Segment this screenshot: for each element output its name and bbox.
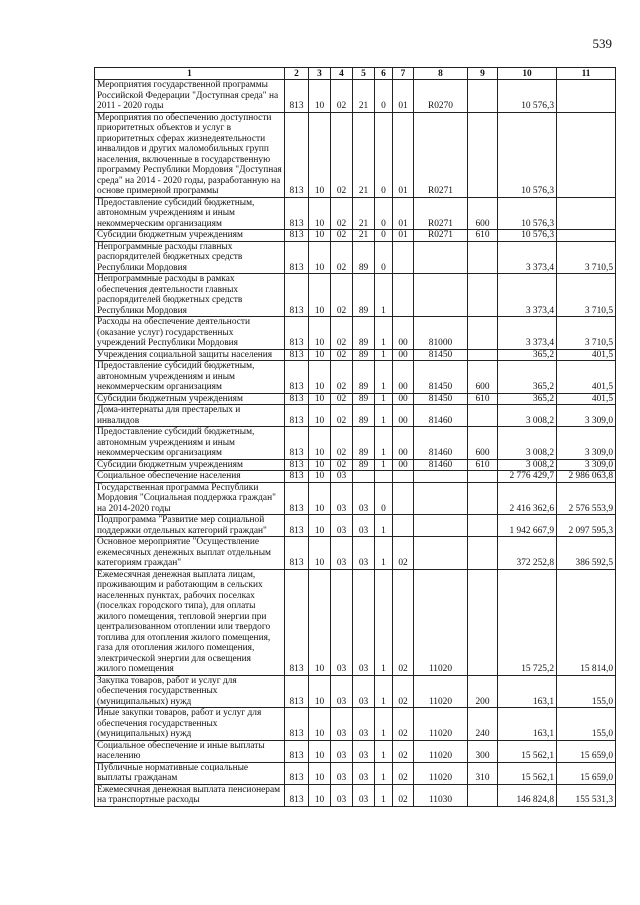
table-row bbox=[95, 361, 616, 394]
row-name-cell: Социальное обеспечение и иные выплаты населению bbox=[95, 740, 285, 762]
row-cell-col-6: 1 bbox=[375, 708, 393, 741]
row-cell-col-10: 372 252,8 bbox=[498, 537, 557, 570]
column-header-10: 10 bbox=[498, 68, 557, 80]
row-cell-col-3: 10 bbox=[309, 274, 331, 317]
row-cell-col-8: 81000 bbox=[414, 317, 468, 350]
table-row bbox=[95, 112, 616, 197]
row-cell-col-4: 03 bbox=[331, 515, 353, 537]
row-cell-col-9 bbox=[468, 569, 498, 675]
column-header-2: 2 bbox=[285, 68, 309, 80]
row-cell-col-2: 813 bbox=[285, 515, 309, 537]
table-row bbox=[95, 515, 616, 537]
row-cell-col-7 bbox=[393, 241, 414, 274]
row-cell-col-8: 81450 bbox=[414, 361, 468, 394]
row-cell-col-11: 2 986 063,8 bbox=[557, 471, 616, 483]
row-name-cell: Подпрограмма "Развитие мер социальной поддержки отдельных категорий граждан" bbox=[95, 515, 285, 537]
row-cell-col-7: 00 bbox=[393, 349, 414, 361]
row-cell-col-9 bbox=[468, 241, 498, 274]
row-cell-col-7: 02 bbox=[393, 537, 414, 570]
row-cell-col-3: 10 bbox=[309, 112, 331, 197]
row-cell-col-11 bbox=[557, 80, 616, 113]
row-cell-col-10: 146 824,8 bbox=[498, 784, 557, 806]
row-cell-col-5: 03 bbox=[353, 784, 375, 806]
row-cell-col-2: 813 bbox=[285, 675, 309, 708]
row-cell-col-2: 813 bbox=[285, 537, 309, 570]
row-cell-col-11: 155,0 bbox=[557, 675, 616, 708]
row-cell-col-5: 89 bbox=[353, 427, 375, 460]
row-cell-col-10: 163,1 bbox=[498, 708, 557, 741]
row-cell-col-2: 813 bbox=[285, 459, 309, 471]
row-cell-col-11: 401,5 bbox=[557, 393, 616, 405]
row-cell-col-5: 03 bbox=[353, 569, 375, 675]
row-cell-col-2: 813 bbox=[285, 80, 309, 113]
row-cell-col-3: 10 bbox=[309, 241, 331, 274]
row-cell-col-10: 365,2 bbox=[498, 393, 557, 405]
row-cell-col-5: 89 bbox=[353, 405, 375, 427]
row-cell-col-6: 0 bbox=[375, 112, 393, 197]
row-cell-col-10: 3 008,2 bbox=[498, 459, 557, 471]
row-name-cell: Предоставление субсидий бюджетным, автономным учреждениям и иным некоммерческим организациям bbox=[95, 361, 285, 394]
row-cell-col-7: 00 bbox=[393, 427, 414, 460]
row-cell-col-10: 15 725,2 bbox=[498, 569, 557, 675]
row-cell-col-9: 200 bbox=[468, 675, 498, 708]
row-cell-col-6: 0 bbox=[375, 482, 393, 515]
row-cell-col-4: 03 bbox=[331, 762, 353, 784]
row-cell-col-11: 15 659,0 bbox=[557, 740, 616, 762]
row-cell-col-6: 1 bbox=[375, 762, 393, 784]
row-cell-col-7 bbox=[393, 515, 414, 537]
row-cell-col-3: 10 bbox=[309, 361, 331, 394]
row-cell-col-2: 813 bbox=[285, 317, 309, 350]
row-cell-col-2: 813 bbox=[285, 274, 309, 317]
row-cell-col-9: 600 bbox=[468, 427, 498, 460]
table-row bbox=[95, 80, 616, 113]
row-cell-col-7: 01 bbox=[393, 197, 414, 230]
row-cell-col-10: 15 562,1 bbox=[498, 762, 557, 784]
row-cell-col-4: 02 bbox=[331, 230, 353, 242]
row-cell-col-9 bbox=[468, 405, 498, 427]
row-cell-col-10: 365,2 bbox=[498, 361, 557, 394]
row-cell-col-8: R0271 bbox=[414, 112, 468, 197]
row-cell-col-10: 3 008,2 bbox=[498, 427, 557, 460]
row-cell-col-9 bbox=[468, 471, 498, 483]
row-cell-col-2: 813 bbox=[285, 784, 309, 806]
row-cell-col-8: 81450 bbox=[414, 349, 468, 361]
table-row bbox=[95, 482, 616, 515]
row-cell-col-4: 02 bbox=[331, 197, 353, 230]
row-cell-col-8: 81460 bbox=[414, 405, 468, 427]
row-cell-col-8 bbox=[414, 274, 468, 317]
row-cell-col-3: 10 bbox=[309, 762, 331, 784]
table-row bbox=[95, 569, 616, 675]
row-cell-col-5: 03 bbox=[353, 675, 375, 708]
row-cell-col-4: 02 bbox=[331, 393, 353, 405]
row-cell-col-9 bbox=[468, 537, 498, 570]
row-cell-col-8: 11020 bbox=[414, 708, 468, 741]
row-cell-col-4: 03 bbox=[331, 675, 353, 708]
row-cell-col-7: 01 bbox=[393, 230, 414, 242]
column-header-5: 5 bbox=[353, 68, 375, 80]
row-cell-col-3: 10 bbox=[309, 459, 331, 471]
row-cell-col-7: 00 bbox=[393, 393, 414, 405]
row-cell-col-7 bbox=[393, 471, 414, 483]
row-cell-col-3: 10 bbox=[309, 80, 331, 113]
row-cell-col-7: 00 bbox=[393, 459, 414, 471]
row-cell-col-4: 02 bbox=[331, 112, 353, 197]
row-cell-col-3: 10 bbox=[309, 675, 331, 708]
table-row bbox=[95, 393, 616, 405]
row-cell-col-3: 10 bbox=[309, 230, 331, 242]
row-cell-col-2: 813 bbox=[285, 361, 309, 394]
row-cell-col-5: 21 bbox=[353, 80, 375, 113]
row-cell-col-6: 1 bbox=[375, 537, 393, 570]
row-cell-col-7 bbox=[393, 274, 414, 317]
row-cell-col-9: 600 bbox=[468, 361, 498, 394]
row-cell-col-5: 89 bbox=[353, 349, 375, 361]
row-cell-col-4: 02 bbox=[331, 274, 353, 317]
row-cell-col-7: 02 bbox=[393, 762, 414, 784]
row-cell-col-4: 03 bbox=[331, 482, 353, 515]
row-cell-col-2: 813 bbox=[285, 762, 309, 784]
row-cell-col-11: 3 309,0 bbox=[557, 405, 616, 427]
column-header-7: 7 bbox=[393, 68, 414, 80]
table-row bbox=[95, 405, 616, 427]
table-row bbox=[95, 784, 616, 806]
row-cell-col-11: 155,0 bbox=[557, 708, 616, 741]
row-name-cell: Основное мероприятие "Осуществление ежемесячных денежных выплат отдельным категориям граждан" bbox=[95, 537, 285, 570]
table-row bbox=[95, 762, 616, 784]
row-cell-col-9 bbox=[468, 274, 498, 317]
table-row bbox=[95, 708, 616, 741]
row-cell-col-9: 310 bbox=[468, 762, 498, 784]
row-cell-col-9: 600 bbox=[468, 197, 498, 230]
row-name-cell: Государственная программа Республики Мордовия "Социальная поддержка граждан" на 2014-2020 годы bbox=[95, 482, 285, 515]
row-name-cell: Социальное обеспечение населения bbox=[95, 471, 285, 483]
row-cell-col-8 bbox=[414, 471, 468, 483]
row-name-cell: Субсидии бюджетным учреждениям bbox=[95, 459, 285, 471]
row-cell-col-11: 2 097 595,3 bbox=[557, 515, 616, 537]
row-name-cell: Ежемесячная денежная выплата лицам, проживающим и работающим в сельских населенных пунктах, рабочих поселках (поселках городского типа), для оплаты жилого помещения, тепловой энергии при централизованном отоплении или твердого топлива для отопления жилого помещения, газа для отопления жилого помещения, электрической энергии для освещения жилого помещения bbox=[95, 569, 285, 675]
row-cell-col-5: 03 bbox=[353, 740, 375, 762]
row-cell-col-3: 10 bbox=[309, 393, 331, 405]
row-cell-col-11: 3 710,5 bbox=[557, 241, 616, 274]
row-cell-col-2: 813 bbox=[285, 393, 309, 405]
row-cell-col-9 bbox=[468, 112, 498, 197]
row-cell-col-7: 02 bbox=[393, 675, 414, 708]
row-cell-col-8: R0270 bbox=[414, 80, 468, 113]
table-row bbox=[95, 740, 616, 762]
row-cell-col-11 bbox=[557, 112, 616, 197]
row-cell-col-8 bbox=[414, 241, 468, 274]
row-cell-col-6: 1 bbox=[375, 405, 393, 427]
row-cell-col-6: 1 bbox=[375, 569, 393, 675]
column-header-6: 6 bbox=[375, 68, 393, 80]
row-cell-col-2: 813 bbox=[285, 471, 309, 483]
row-cell-col-4: 03 bbox=[331, 471, 353, 483]
row-cell-col-10: 15 562,1 bbox=[498, 740, 557, 762]
table-row bbox=[95, 471, 616, 483]
row-cell-col-7 bbox=[393, 482, 414, 515]
table-row bbox=[95, 675, 616, 708]
row-name-cell: Непрограммные расходы в рамках обеспечения деятельности главных распорядителей бюджетных средств Республики Мордовия bbox=[95, 274, 285, 317]
table-row bbox=[95, 349, 616, 361]
row-cell-col-7: 00 bbox=[393, 405, 414, 427]
row-cell-col-2: 813 bbox=[285, 349, 309, 361]
row-cell-col-4: 02 bbox=[331, 459, 353, 471]
row-cell-col-2: 813 bbox=[285, 241, 309, 274]
row-name-cell: Закупка товаров, работ и услуг для обеспечения государственных (муниципальных) нужд bbox=[95, 675, 285, 708]
row-cell-col-5: 89 bbox=[353, 459, 375, 471]
row-cell-col-6: 1 bbox=[375, 393, 393, 405]
row-cell-col-7: 00 bbox=[393, 317, 414, 350]
row-cell-col-11 bbox=[557, 230, 616, 242]
column-header-3: 3 bbox=[309, 68, 331, 80]
row-cell-col-6: 0 bbox=[375, 230, 393, 242]
row-cell-col-11: 401,5 bbox=[557, 361, 616, 394]
row-name-cell: Субсидии бюджетным учреждениям bbox=[95, 393, 285, 405]
row-cell-col-7: 00 bbox=[393, 361, 414, 394]
row-name-cell: Непрограммные расходы главных распорядителей бюджетных средств Республики Мордовия bbox=[95, 241, 285, 274]
row-cell-col-11 bbox=[557, 197, 616, 230]
row-cell-col-11: 3 710,5 bbox=[557, 274, 616, 317]
row-cell-col-3: 10 bbox=[309, 427, 331, 460]
row-cell-col-10: 10 576,3 bbox=[498, 80, 557, 113]
row-cell-col-6: 1 bbox=[375, 740, 393, 762]
row-cell-col-8 bbox=[414, 482, 468, 515]
row-cell-col-6: 0 bbox=[375, 80, 393, 113]
row-cell-col-7: 02 bbox=[393, 784, 414, 806]
row-cell-col-9 bbox=[468, 784, 498, 806]
row-cell-col-3: 10 bbox=[309, 405, 331, 427]
row-cell-col-10: 1 942 667,9 bbox=[498, 515, 557, 537]
row-name-cell: Субсидии бюджетным учреждениям bbox=[95, 230, 285, 242]
row-cell-col-11: 15 659,0 bbox=[557, 762, 616, 784]
row-cell-col-3: 10 bbox=[309, 740, 331, 762]
row-cell-col-11: 3 309,0 bbox=[557, 459, 616, 471]
column-header-1: 1 bbox=[95, 68, 285, 80]
row-cell-col-5: 03 bbox=[353, 708, 375, 741]
row-cell-col-8: 81460 bbox=[414, 427, 468, 460]
row-cell-col-7: 02 bbox=[393, 708, 414, 741]
row-cell-col-9: 610 bbox=[468, 459, 498, 471]
row-cell-col-4: 02 bbox=[331, 317, 353, 350]
row-cell-col-10: 3 008,2 bbox=[498, 405, 557, 427]
row-name-cell: Мероприятия государственной программы Российской Федерации "Доступная среда" на 2011 - 2020 годы bbox=[95, 80, 285, 113]
row-cell-col-5: 03 bbox=[353, 482, 375, 515]
row-cell-col-8 bbox=[414, 515, 468, 537]
row-cell-col-2: 813 bbox=[285, 112, 309, 197]
row-cell-col-11: 3 309,0 bbox=[557, 427, 616, 460]
row-cell-col-8: 81460 bbox=[414, 459, 468, 471]
row-name-cell: Мероприятия по обеспечению доступности приоритетных объектов и услуг в приоритетных сферах жизнедеятельности инвалидов и других маломобильных групп населения, включенные в государственную программу Республики Мордовия "Доступная среда" на 2014 - 2020 годы, разработанную на основе примерной программы bbox=[95, 112, 285, 197]
row-cell-col-5: 21 bbox=[353, 112, 375, 197]
row-cell-col-5: 03 bbox=[353, 762, 375, 784]
row-cell-col-9: 610 bbox=[468, 393, 498, 405]
row-cell-col-10: 3 373,4 bbox=[498, 274, 557, 317]
row-cell-col-11: 15 814,0 bbox=[557, 569, 616, 675]
row-cell-col-3: 10 bbox=[309, 471, 331, 483]
row-cell-col-4: 03 bbox=[331, 784, 353, 806]
row-cell-col-8: 11030 bbox=[414, 784, 468, 806]
row-cell-col-7: 01 bbox=[393, 80, 414, 113]
row-cell-col-11: 2 576 553,9 bbox=[557, 482, 616, 515]
column-header-11: 11 bbox=[557, 68, 616, 80]
row-cell-col-6: 1 bbox=[375, 317, 393, 350]
row-cell-col-2: 813 bbox=[285, 569, 309, 675]
row-cell-col-6: 1 bbox=[375, 784, 393, 806]
row-cell-col-4: 02 bbox=[331, 405, 353, 427]
row-cell-col-2: 813 bbox=[285, 427, 309, 460]
table-row bbox=[95, 197, 616, 230]
row-cell-col-10: 10 576,3 bbox=[498, 197, 557, 230]
row-cell-col-8: 11020 bbox=[414, 762, 468, 784]
row-cell-col-10: 2 776 429,7 bbox=[498, 471, 557, 483]
row-name-cell: Ежемесячная денежная выплата пенсионерам на транспортные расходы bbox=[95, 784, 285, 806]
row-cell-col-5: 03 bbox=[353, 515, 375, 537]
row-cell-col-11: 155 531,3 bbox=[557, 784, 616, 806]
row-cell-col-10: 3 373,4 bbox=[498, 317, 557, 350]
row-name-cell: Иные закупки товаров, работ и услуг для обеспечения государственных (муниципальных) нужд bbox=[95, 708, 285, 741]
row-cell-col-9: 240 bbox=[468, 708, 498, 741]
row-cell-col-6: 1 bbox=[375, 274, 393, 317]
row-cell-col-10: 10 576,3 bbox=[498, 230, 557, 242]
row-cell-col-4: 03 bbox=[331, 569, 353, 675]
row-cell-col-6: 1 bbox=[375, 361, 393, 394]
page-number: 539 bbox=[592, 36, 612, 51]
row-name-cell: Предоставление субсидий бюджетным, автономным учреждениям и иным некоммерческим организациям bbox=[95, 427, 285, 460]
row-cell-col-10: 163,1 bbox=[498, 675, 557, 708]
row-cell-col-3: 10 bbox=[309, 784, 331, 806]
table-row bbox=[95, 274, 616, 317]
row-cell-col-10: 365,2 bbox=[498, 349, 557, 361]
row-cell-col-6: 1 bbox=[375, 515, 393, 537]
row-cell-col-6: 1 bbox=[375, 675, 393, 708]
row-cell-col-8 bbox=[414, 537, 468, 570]
row-cell-col-9 bbox=[468, 80, 498, 113]
header-row bbox=[95, 68, 616, 80]
row-cell-col-2: 813 bbox=[285, 405, 309, 427]
column-header-9: 9 bbox=[468, 68, 498, 80]
table-row bbox=[95, 537, 616, 570]
row-cell-col-6: 1 bbox=[375, 349, 393, 361]
table-row bbox=[95, 317, 616, 350]
row-cell-col-9: 610 bbox=[468, 230, 498, 242]
row-cell-col-3: 10 bbox=[309, 515, 331, 537]
row-cell-col-6: 0 bbox=[375, 197, 393, 230]
row-cell-col-5: 89 bbox=[353, 361, 375, 394]
column-header-4: 4 bbox=[331, 68, 353, 80]
row-cell-col-2: 813 bbox=[285, 230, 309, 242]
row-cell-col-3: 10 bbox=[309, 349, 331, 361]
table-body bbox=[95, 80, 616, 807]
row-cell-col-3: 10 bbox=[309, 708, 331, 741]
row-cell-col-3: 10 bbox=[309, 569, 331, 675]
row-cell-col-9: 300 bbox=[468, 740, 498, 762]
row-cell-col-5: 89 bbox=[353, 241, 375, 274]
row-cell-col-9 bbox=[468, 349, 498, 361]
row-cell-col-6 bbox=[375, 471, 393, 483]
row-cell-col-2: 813 bbox=[285, 708, 309, 741]
row-cell-col-8: 11020 bbox=[414, 675, 468, 708]
row-cell-col-9 bbox=[468, 482, 498, 515]
table-row bbox=[95, 241, 616, 274]
row-cell-col-5: 21 bbox=[353, 197, 375, 230]
row-cell-col-5: 03 bbox=[353, 537, 375, 570]
row-cell-col-2: 813 bbox=[285, 482, 309, 515]
row-cell-col-2: 813 bbox=[285, 740, 309, 762]
row-cell-col-8: 11020 bbox=[414, 569, 468, 675]
table-row bbox=[95, 427, 616, 460]
row-cell-col-4: 03 bbox=[331, 537, 353, 570]
row-name-cell: Предоставление субсидий бюджетным, автономным учреждениям и иным некоммерческим организациям bbox=[95, 197, 285, 230]
row-cell-col-4: 02 bbox=[331, 241, 353, 274]
row-cell-col-2: 813 bbox=[285, 197, 309, 230]
row-cell-col-9 bbox=[468, 515, 498, 537]
row-cell-col-3: 10 bbox=[309, 317, 331, 350]
row-cell-col-9 bbox=[468, 317, 498, 350]
row-cell-col-10: 10 576,3 bbox=[498, 112, 557, 197]
row-cell-col-3: 10 bbox=[309, 197, 331, 230]
row-cell-col-8: R0271 bbox=[414, 197, 468, 230]
row-cell-col-4: 02 bbox=[331, 361, 353, 394]
row-cell-col-3: 10 bbox=[309, 482, 331, 515]
budget-table bbox=[94, 67, 616, 807]
row-cell-col-4: 02 bbox=[331, 80, 353, 113]
row-cell-col-11: 3 710,5 bbox=[557, 317, 616, 350]
row-cell-col-5 bbox=[353, 471, 375, 483]
row-name-cell: Публичные нормативные социальные выплаты гражданам bbox=[95, 762, 285, 784]
row-cell-col-6: 1 bbox=[375, 459, 393, 471]
row-cell-col-7: 02 bbox=[393, 569, 414, 675]
row-cell-col-11: 386 592,5 bbox=[557, 537, 616, 570]
table-row bbox=[95, 459, 616, 471]
row-cell-col-4: 03 bbox=[331, 740, 353, 762]
row-cell-col-4: 02 bbox=[331, 349, 353, 361]
row-cell-col-5: 89 bbox=[353, 274, 375, 317]
row-cell-col-6: 1 bbox=[375, 427, 393, 460]
row-cell-col-5: 89 bbox=[353, 317, 375, 350]
table-row bbox=[95, 230, 616, 242]
column-header-8: 8 bbox=[414, 68, 468, 80]
row-cell-col-8: R0271 bbox=[414, 230, 468, 242]
row-cell-col-7: 02 bbox=[393, 740, 414, 762]
row-cell-col-5: 89 bbox=[353, 393, 375, 405]
row-cell-col-8: 81450 bbox=[414, 393, 468, 405]
row-cell-col-8: 11020 bbox=[414, 740, 468, 762]
row-name-cell: Дома-интернаты для престарелых и инвалидов bbox=[95, 405, 285, 427]
row-cell-col-10: 2 416 362,6 bbox=[498, 482, 557, 515]
row-name-cell: Учреждения социальной защиты населения bbox=[95, 349, 285, 361]
row-name-cell: Расходы на обеспечение деятельности (оказание услуг) государственных учреждений Республики Мордовия bbox=[95, 317, 285, 350]
row-cell-col-4: 02 bbox=[331, 427, 353, 460]
row-cell-col-7: 01 bbox=[393, 112, 414, 197]
row-cell-col-3: 10 bbox=[309, 537, 331, 570]
row-cell-col-5: 21 bbox=[353, 230, 375, 242]
row-cell-col-6: 0 bbox=[375, 241, 393, 274]
row-cell-col-11: 401,5 bbox=[557, 349, 616, 361]
row-cell-col-10: 3 373,4 bbox=[498, 241, 557, 274]
row-cell-col-4: 03 bbox=[331, 708, 353, 741]
